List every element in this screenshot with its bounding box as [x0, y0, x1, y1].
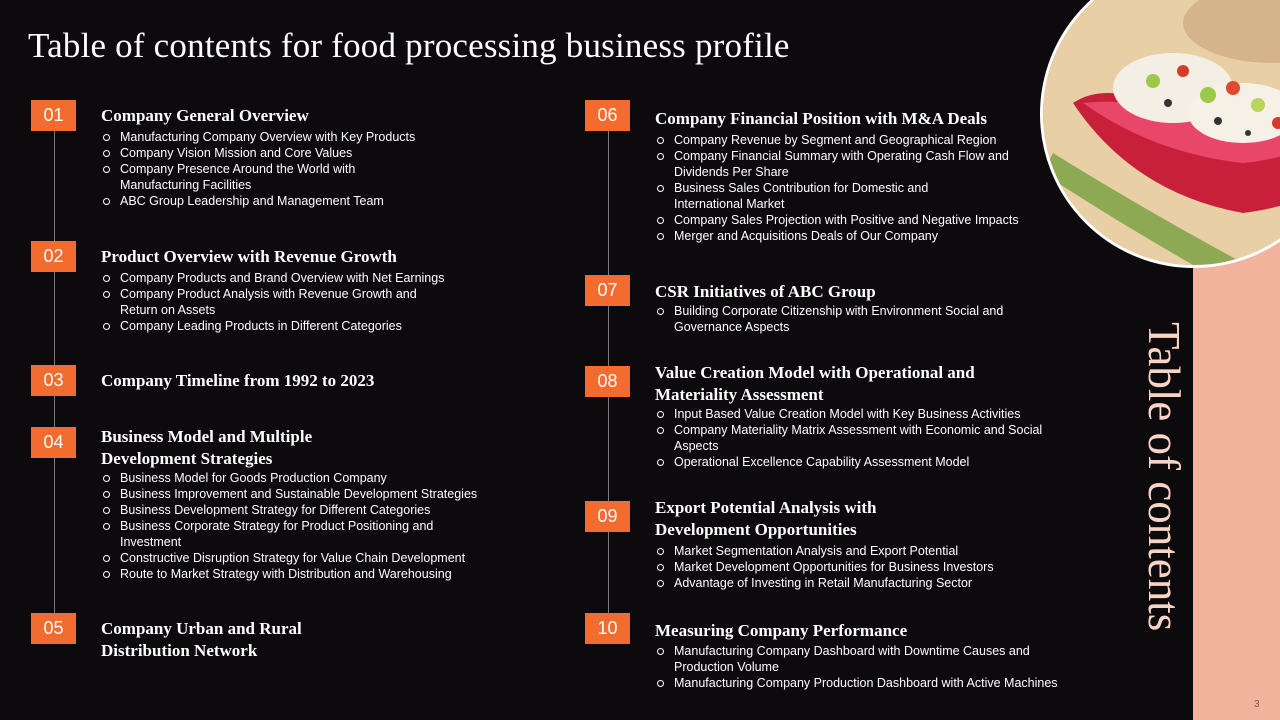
section-title-01: Company General Overview [101, 106, 309, 125]
section-number-10: 10 [585, 613, 630, 644]
section-title-02: Product Overview with Revenue Growth [101, 247, 397, 266]
slide-title: Table of contents for food processing business profile [28, 26, 790, 65]
section-title-03: Company Timeline from 1992 to 2023 [101, 371, 375, 390]
section-list-02 [101, 270, 471, 334]
section-list-07 [655, 303, 1045, 335]
section-list-09 [655, 543, 1075, 591]
section-list-08 [655, 406, 1075, 470]
list-item: Company Revenue by Segment and Geographical Region [655, 132, 1075, 148]
list-item: Company Financial Summary with Operating Cash Flow and Dividends Per Share [655, 148, 1064, 180]
list-item: Market Development Opportunities for Business Investors [655, 559, 1075, 575]
list-item: Company Products and Brand Overview with Net Earnings [101, 270, 471, 286]
food-photo [1040, 0, 1280, 268]
section-list-10 [655, 643, 1085, 691]
section-number-01: 01 [31, 100, 76, 131]
page-number: 3 [1254, 699, 1260, 710]
list-item: Business Model for Goods Production Company [101, 470, 511, 486]
list-item: Manufacturing Company Overview with Key Products [101, 129, 461, 145]
section-list-06 [655, 132, 1075, 244]
section-list-04 [101, 470, 511, 582]
section-title-09: Export Potential Analysis with Development Opportunities [655, 498, 877, 539]
section-title-04: Business Model and Multiple Development Strategies [101, 427, 313, 468]
section-list-01 [101, 129, 461, 209]
list-item: Route to Market Strategy with Distribution and Warehousing [101, 566, 511, 582]
list-item: Company Product Analysis with Revenue Growth and Return on Assets [101, 286, 450, 318]
list-item: Business Corporate Strategy for Product Positioning and Investment [101, 518, 450, 550]
list-item: Company Materiality Matrix Assessment with Economic and Social Aspects [655, 422, 1054, 454]
list-item: Company Vision Mission and Core Values [101, 145, 461, 161]
list-item: Company Leading Products in Different Categories [101, 318, 471, 334]
list-item: Company Sales Projection with Positive and Negative Impacts [655, 212, 1075, 228]
list-item: Manufacturing Company Production Dashboard with Active Machines [655, 675, 1085, 691]
list-item: Company Presence Around the World with Manufacturing Facilities [101, 161, 380, 193]
list-item: Manufacturing Company Dashboard with Downtime Causes and Production Volume [655, 643, 1074, 675]
list-item: Business Improvement and Sustainable Development Strategies [101, 486, 511, 502]
section-title-06: Company Financial Position with M&A Deals [655, 109, 987, 128]
side-band-label: Table of contents [1139, 322, 1189, 632]
list-item: Advantage of Investing in Retail Manufacturing Sector [655, 575, 1075, 591]
list-item: ABC Group Leadership and Management Team [101, 193, 461, 209]
section-number-06: 06 [585, 100, 630, 131]
section-number-03: 03 [31, 365, 76, 396]
list-item: Input Based Value Creation Model with Key Business Activities [655, 406, 1075, 422]
section-number-05: 05 [31, 613, 76, 644]
section-title-08: Value Creation Model with Operational and Materiality Assessment [655, 363, 975, 404]
section-number-04: 04 [31, 427, 76, 458]
food-photo-illustration [1043, 0, 1280, 265]
section-title-05: Company Urban and Rural Distribution Network [101, 619, 302, 660]
list-item: Market Segmentation Analysis and Export Potential [655, 543, 1075, 559]
section-title-10: Measuring Company Performance [655, 621, 908, 640]
list-item: Business Sales Contribution for Domestic and International Market [655, 180, 974, 212]
list-item: Constructive Disruption Strategy for Value Chain Development [101, 550, 511, 566]
list-item: Building Corporate Citizenship with Environment Social and Governance Aspects [655, 303, 1044, 335]
list-item: Business Development Strategy for Different Categories [101, 502, 511, 518]
section-number-08: 08 [585, 366, 630, 397]
section-number-02: 02 [31, 241, 76, 272]
list-item: Operational Excellence Capability Assessment Model [655, 454, 1075, 470]
list-item: Merger and Acquisitions Deals of Our Company [655, 228, 1075, 244]
section-title-07: CSR Initiatives of ABC Group [655, 282, 876, 301]
section-number-09: 09 [585, 501, 630, 532]
section-number-07: 07 [585, 275, 630, 306]
